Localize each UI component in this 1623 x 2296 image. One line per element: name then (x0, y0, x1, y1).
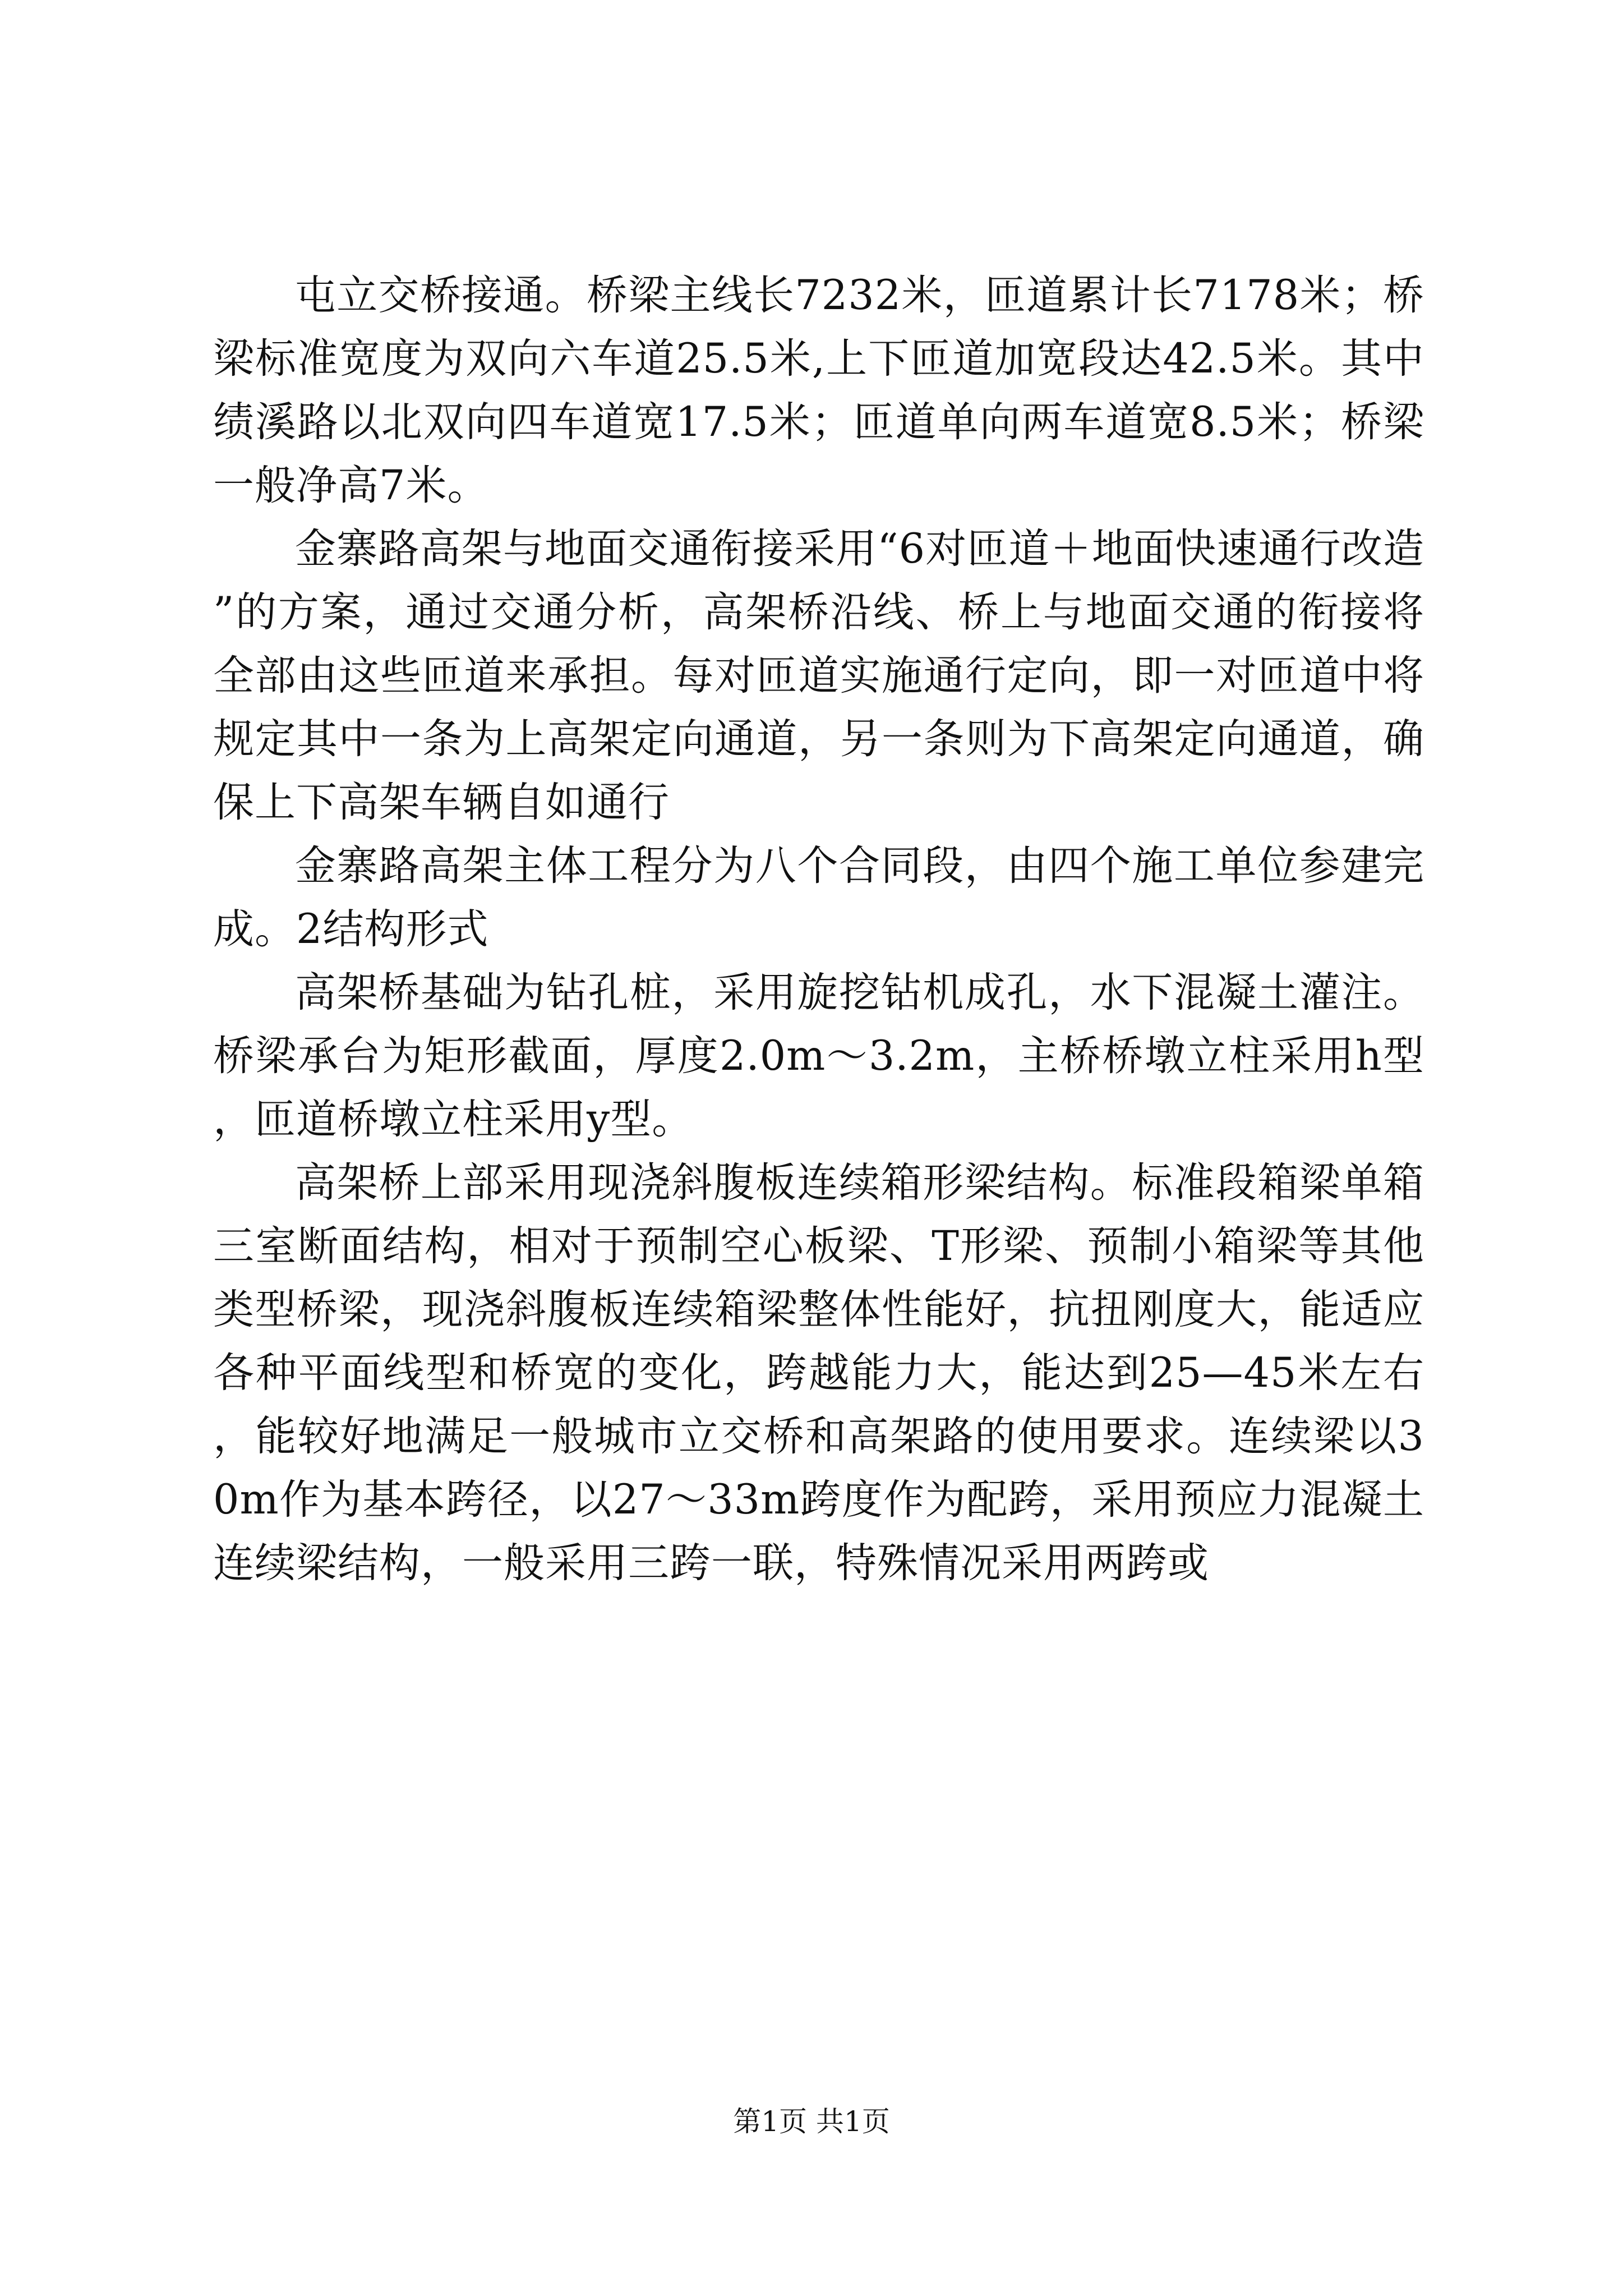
document-body (213, 264, 1424, 1595)
paragraph-4: 高架桥基础为钻孔桩，采用旋挖钻机成孔，水下混凝土灌注。桥梁承台为矩形截面，厚度2.0m～3.2m，主桥桥墩立柱采用h型，匝道桥墩立柱采用y型。 (213, 969, 1424, 1143)
paragraph-5: 高架桥上部采用现浇斜腹板连续箱形梁结构。标准段箱梁单箱三室断面结构，相对于预制空心板梁、T形梁、预制小箱梁等其他类型桥梁，现浇斜腹板连续箱梁整体性能好，抗扭刚度大，能适应各种平面线型和桥宽的变化，跨越能力大，能达到25—45米左右，能较好地满足一般城市立交桥和高架路的使用要求。连续梁以30m作为基本跨径，以27～33m跨度作为配跨，采用预应力混凝土连续梁结构，一般采用三跨一联，特殊情况采用两跨或 (213, 1159, 1424, 1587)
paragraph-3: 金寨路高架主体工程分为八个合同段，由四个施工单位参建完成。2结构形式 (213, 842, 1424, 953)
paragraph-1: 屯立交桥接通。桥梁主线长7232米，匝道累计长7178米；桥梁标准宽度为双向六车道25.5米,上下匝道加宽段达42.5米。其中绩溪路以北双向四车道宽17.5米；匝道单向两车道宽8.5米；桥梁一般净高7米。 (213, 272, 1424, 509)
page-footer: 第1页 共1页 (733, 2105, 890, 2138)
paragraph-2: 金寨路高架与地面交通衔接采用“6对匝道＋地面快速通行改造”的方案，通过交通分析，高架桥沿线、桥上与地面交通的衔接将全部由这些匝道来承担。每对匝道实施通行定向，即一对匝道中将规定其中一条为上高架定向通道，另一条则为下高架定向通道，确保上下高架车辆自如通行 (213, 525, 1424, 826)
